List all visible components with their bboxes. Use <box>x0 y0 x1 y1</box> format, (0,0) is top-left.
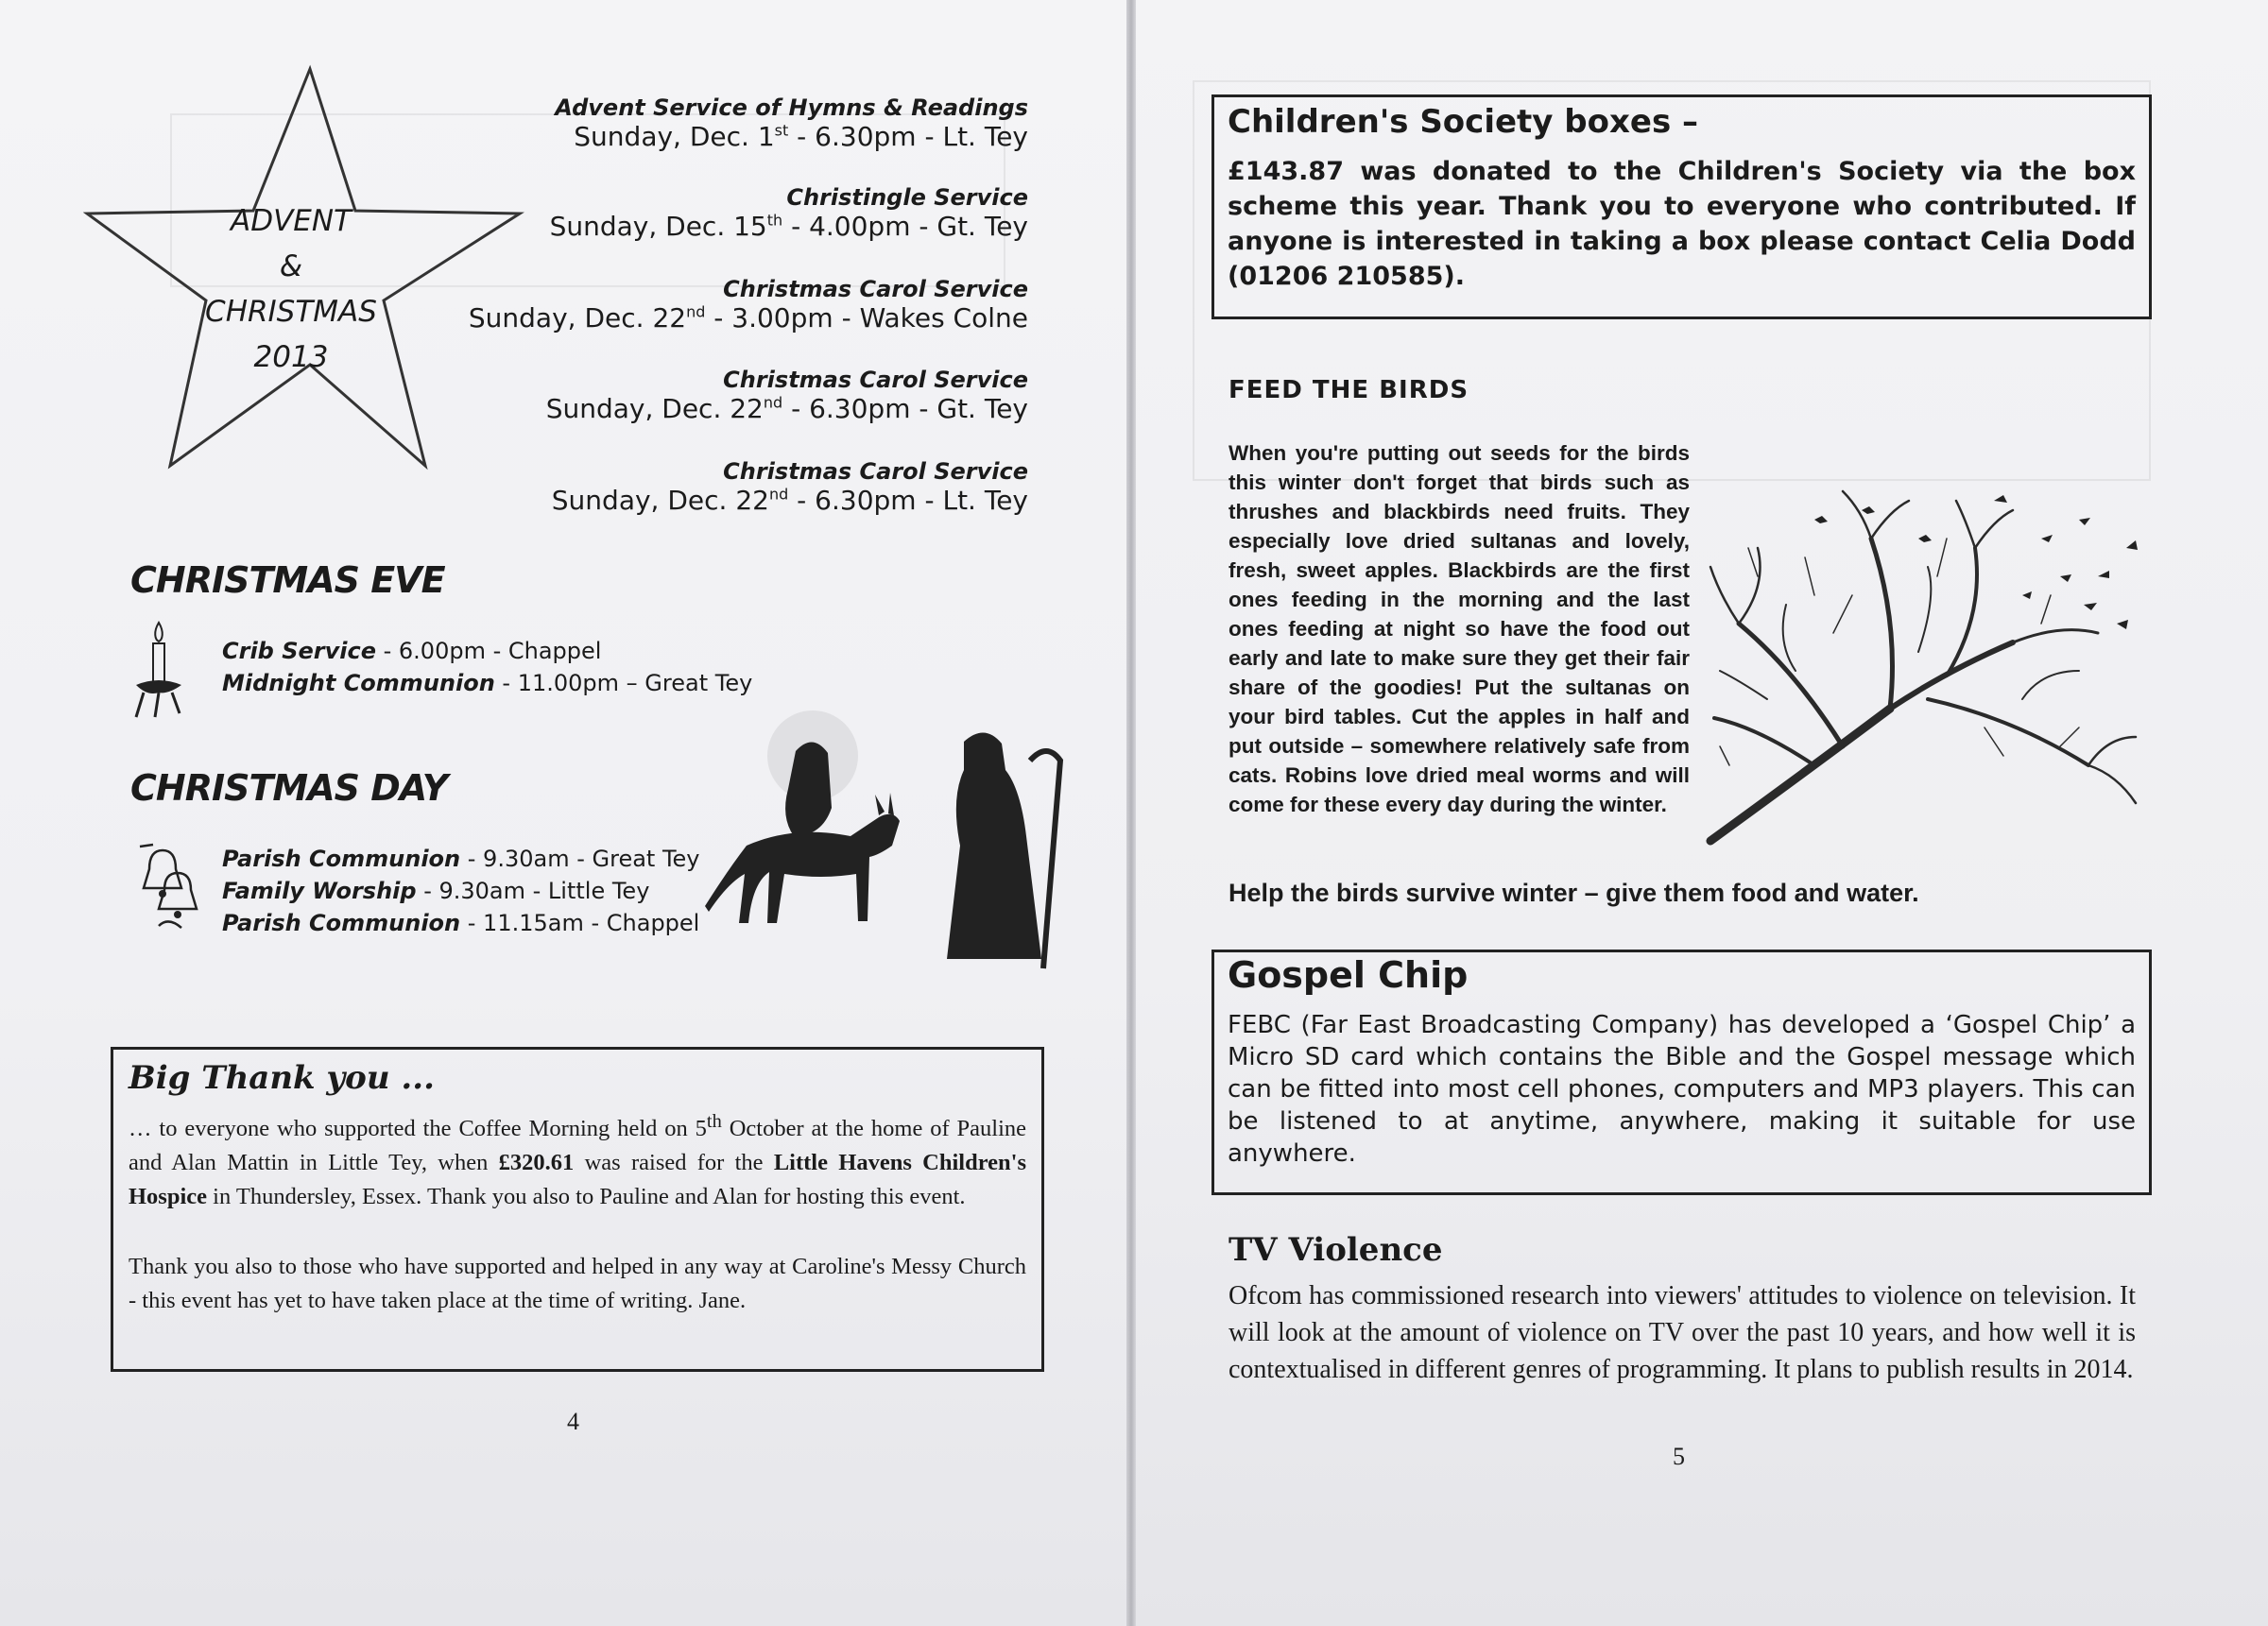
service-name: Parish Communion <box>222 910 461 936</box>
thank-you-charity: Little Havens Children's Hospice <box>129 1150 1026 1210</box>
event-when <box>442 302 1028 334</box>
childrens-society-box <box>1211 94 2152 319</box>
event-title: Advent Service of Hymns & Readings <box>555 94 1028 121</box>
event-carol-wakes-colne <box>442 276 1028 334</box>
bells-icon <box>130 841 206 935</box>
service-detail: - 11.00pm – Great Tey <box>494 670 753 696</box>
gospel-chip-body: FEBC (Far East Broadcasting Company) has developed a ‘Gospel Chip’ a Micro SD card which contains the Bible and the Gospel message which can be fitted into most cell phones, computers and MP3 players. This can be listened to at anytime, anywhere, making it suitable for use anywhere. <box>1228 1011 2136 1168</box>
event-title: Christingle Service <box>786 184 1028 211</box>
childrens-society-title: Children's Society boxes – <box>1228 103 1699 141</box>
event-day-suffix: nd <box>686 302 706 321</box>
service-detail: - 11.15am - Chappel <box>460 910 700 936</box>
event-title: Christmas Carol Service <box>723 367 1028 393</box>
service-parish-communion-great-tey <box>222 843 700 875</box>
left-page <box>0 0 1126 1626</box>
service-name: Midnight Communion <box>222 670 495 696</box>
gospel-chip-box <box>1211 950 2152 1195</box>
tv-violence-title: TV Violence <box>1228 1231 1443 1269</box>
event-day: Sunday, Dec. 15 <box>549 211 767 242</box>
thank-you-box <box>111 1047 1044 1372</box>
service-family-worship <box>222 875 700 907</box>
event-time-place: - 3.00pm - Wakes Colne <box>705 302 1028 334</box>
feed-birds-closing: Help the birds survive winter – give them food and water. <box>1228 879 1919 907</box>
thank-you-text: … to everyone who supported the Coffee Morning held on 5 <box>129 1116 707 1142</box>
thank-you-paragraph-2: Thank you also to those who have supported and helped in any way at Caroline's Messy Church - this event has yet to have taken place at the time of writing. Jane. <box>129 1254 1026 1314</box>
feed-birds-body: When you're putting out seeds for the birds this winter don't forget that birds such as thrushes and blackbirds need fruits. They especially love dried sultanas and lovely, fresh, sweet apples. Blackbirds are the first ones feeding in the morning and the last ones feeding at night so have the food out early and late to make sure they get their fair share of the goodies! Put the sultanas on your bird tables. Cut the apples in half and put outside – somewhere relatively safe from cats. Robins love dried meal worms and will come for these every day during the winter. <box>1228 441 1690 816</box>
tree-birds-image <box>1701 482 2145 850</box>
event-time-place: - 4.00pm - Gt. Tey <box>782 211 1028 242</box>
star-text <box>83 198 499 380</box>
thank-you-amount: £320.61 <box>498 1150 575 1176</box>
service-parish-communion-chappel <box>222 907 700 939</box>
page-number-right: 5 <box>1673 1443 1685 1470</box>
event-day-suffix: nd <box>768 485 789 504</box>
thank-you-text: was raised for the <box>574 1150 774 1176</box>
book-gutter <box>1126 0 1136 1626</box>
event-carol-gt-tey <box>442 367 1028 424</box>
page-number-left: 4 <box>567 1408 579 1435</box>
star-line-christmas: CHRISTMAS <box>205 295 377 329</box>
star-line-advent: ADVENT <box>231 204 352 238</box>
christmas-day-services <box>222 843 700 939</box>
event-day: Sunday, Dec. 22 <box>545 393 764 424</box>
thank-you-title: Big Thank you ... <box>129 1059 435 1097</box>
thank-you-paragraph-1 <box>129 1104 1026 1214</box>
event-day-suffix: st <box>774 121 789 140</box>
service-detail: - 9.30am - Little Tey <box>416 878 650 904</box>
thank-you-text: October at the home of Pauline and Alan Mattin in Little Tey, when <box>129 1116 1026 1176</box>
christmas-eve-services <box>222 635 752 699</box>
event-day-suffix: th <box>766 211 783 230</box>
event-when <box>442 211 1028 242</box>
service-name: Family Worship <box>222 878 417 904</box>
event-advent-service <box>442 94 1028 152</box>
feed-birds-title: FEED THE BIRDS <box>1228 376 1469 404</box>
event-day: Sunday, Dec. 22 <box>551 485 769 516</box>
event-title: Christmas Carol Service <box>723 276 1028 302</box>
event-day: Sunday, Dec. 1 <box>574 121 775 152</box>
christmas-day-heading: CHRISTMAS DAY <box>130 767 448 809</box>
event-day-suffix: nd <box>763 393 783 412</box>
right-page <box>1136 0 2268 1626</box>
event-when <box>442 485 1028 516</box>
service-detail: - 6.00pm - Chappel <box>375 638 602 664</box>
service-midnight-communion <box>222 667 752 699</box>
gospel-chip-title: Gospel Chip <box>1228 954 1469 996</box>
star-line-ampersand: & <box>279 249 303 283</box>
event-time-place: - 6.30pm - Gt. Tey <box>782 393 1028 424</box>
event-day: Sunday, Dec. 22 <box>468 302 687 334</box>
event-carol-lt-tey <box>442 458 1028 516</box>
event-when <box>442 393 1028 424</box>
service-detail: - 9.30am - Great Tey <box>460 846 700 872</box>
event-christingle <box>442 184 1028 242</box>
event-when <box>442 121 1028 152</box>
childrens-society-body: £143.87 was donated to the Children's Society via the box scheme this year. Thank you to everyone who contributed. If anyone is interested in taking a box please contact Celia Dodd (01206 210585). <box>1228 157 2136 291</box>
service-name: Parish Communion <box>222 846 461 872</box>
service-crib <box>222 635 752 667</box>
christmas-eve-heading: CHRISTMAS EVE <box>130 559 445 601</box>
tv-violence-body: Ofcom has commissioned research into viewers' attitudes to violence on television. It will look at the amount of violence on TV over the past 10 years, and how well it is contextualised in different genres of programming. It plans to publish results in 2014. <box>1228 1281 2136 1384</box>
thank-you-date-suffix: th <box>706 1111 722 1132</box>
star-line-year: 2013 <box>253 340 329 374</box>
service-name: Crib Service <box>222 638 376 664</box>
thank-you-text: in Thundersley, Essex. Thank you also to Pauline and Alan for hosting this event. <box>207 1184 966 1210</box>
candle-icon <box>130 619 187 723</box>
nativity-silhouette-image <box>690 704 1077 973</box>
event-time-place: - 6.30pm - Lt. Tey <box>788 121 1028 152</box>
event-title: Christmas Carol Service <box>723 458 1028 485</box>
event-time-place: - 6.30pm - Lt. Tey <box>788 485 1028 516</box>
